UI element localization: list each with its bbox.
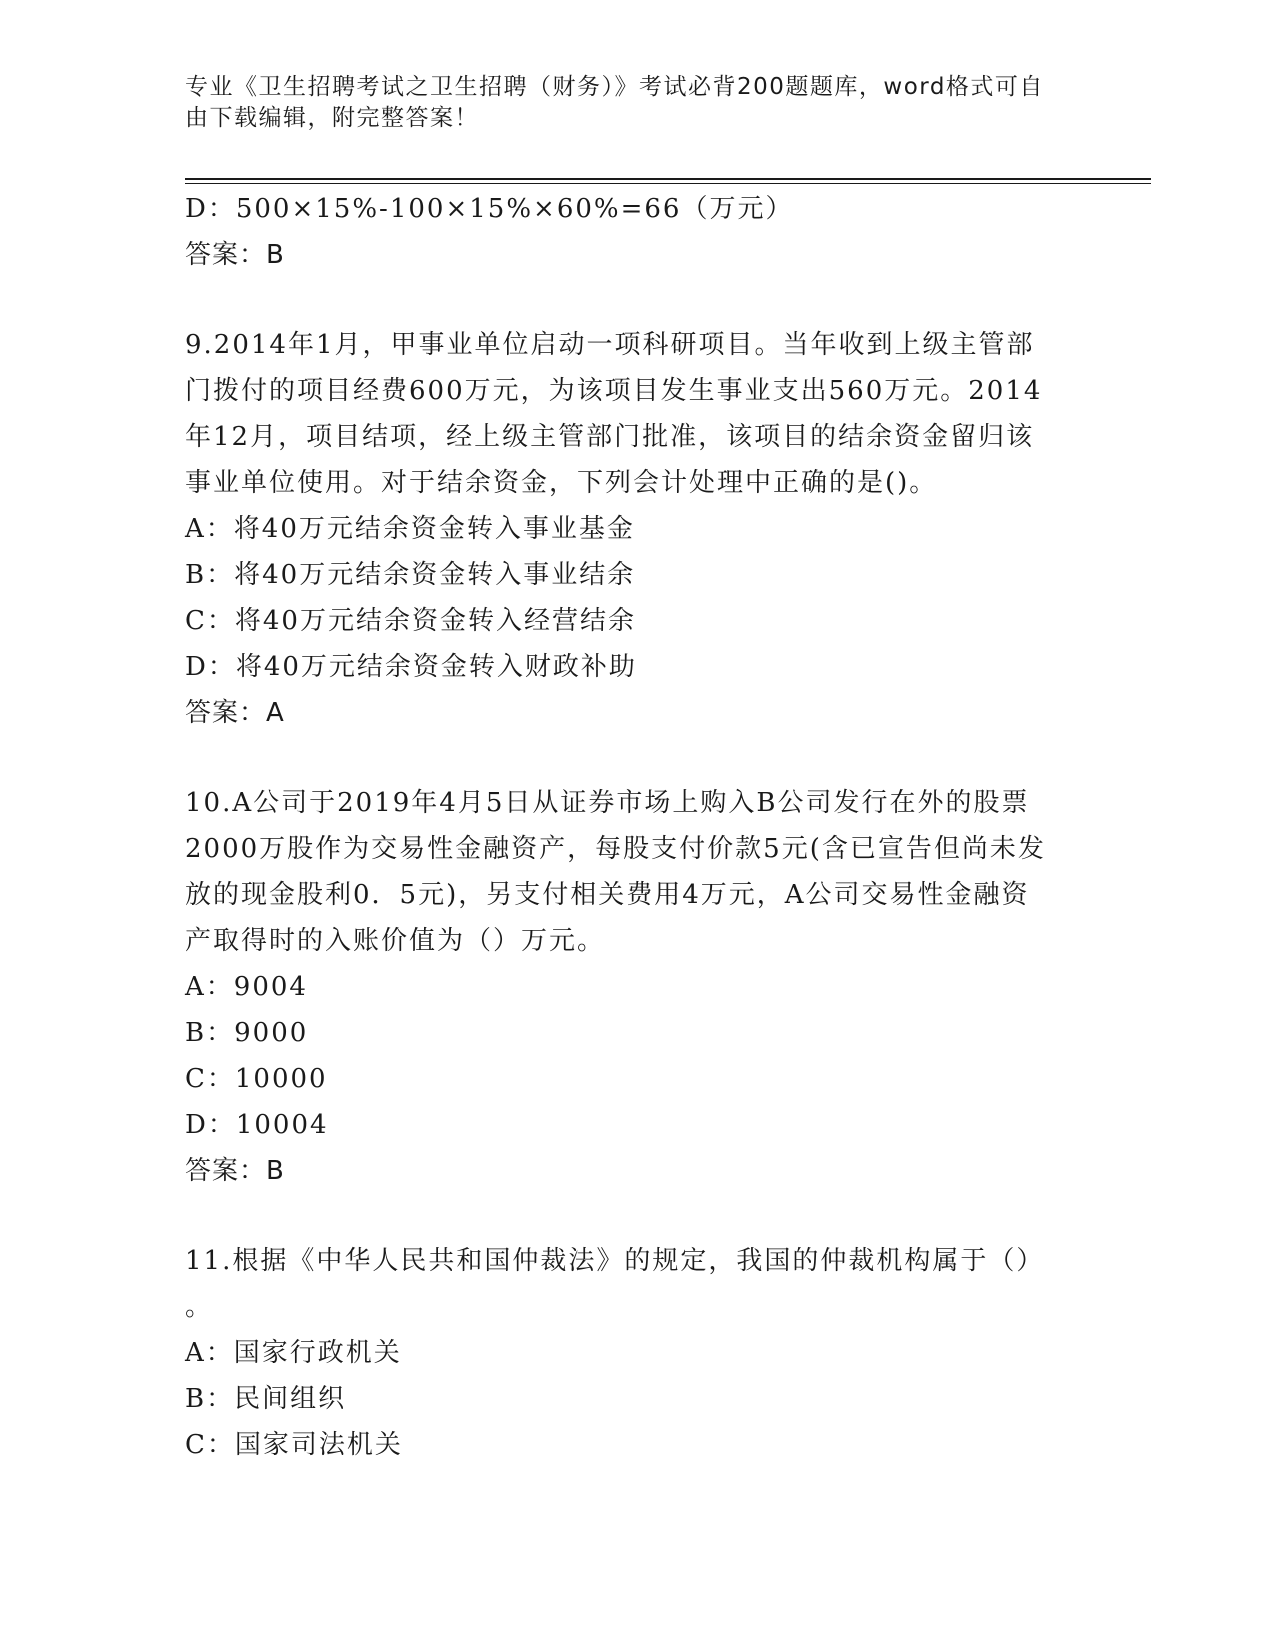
question-8-tail xyxy=(185,186,1085,278)
question-10-option-d: D：10004 xyxy=(185,1110,329,1140)
question-11-option-c: C：国家司法机关 xyxy=(185,1430,403,1460)
question-10-option-a: A：9004 xyxy=(185,972,308,1002)
question-8-answer: 答案：B xyxy=(185,240,285,270)
question-10-stem-line: 放的现金股利0．5元)，另支付相关费用4万元，A公司交易性金融资 xyxy=(185,880,1030,910)
page-header-title: 专业《卫生招聘考试之卫生招聘（财务）》考试必背200题题库，word格式可自由下载编辑，附完整答案！ xyxy=(185,74,1044,131)
question-9-stem-line: 门拨付的项目经费600万元，为该项目发生事业支出560万元。2014 xyxy=(185,376,1043,406)
question-10-stem-line: 10.A公司于2019年4月5日从证券市场上购入B公司发行在外的股票 xyxy=(185,788,1030,818)
question-10-answer: 答案：B xyxy=(185,1156,285,1186)
question-10-stem-line: 2000万股作为交易性金融资产，每股支付价款5元(含已宣告但尚未发 xyxy=(185,834,1046,864)
question-11-stem-line: 11.根据《中华人民共和国仲裁法》的规定，我国的仲裁机构属于（） xyxy=(185,1246,1045,1276)
question-spacer xyxy=(185,736,1085,780)
question-10-stem-line: 产取得时的入账价值为（）万元。 xyxy=(185,926,606,956)
question-11-option-b: B：民间组织 xyxy=(185,1384,347,1414)
question-spacer xyxy=(185,1194,1085,1238)
question-9-stem-line: 事业单位使用。对于结余资金，下列会计处理中正确的是()。 xyxy=(185,468,938,498)
document-body xyxy=(185,186,1085,1468)
question-9 xyxy=(185,322,1085,736)
question-8-option-d: D：500×15%-100×15%×60%=66（万元） xyxy=(185,194,794,224)
header-divider-thick xyxy=(185,178,1151,180)
question-9-option-d: D：将40万元结余资金转入财政补助 xyxy=(185,652,637,682)
question-9-option-a: A：将40万元结余资金转入事业基金 xyxy=(185,514,635,544)
question-9-answer: 答案：A xyxy=(185,698,285,728)
header-divider-thin xyxy=(185,183,1151,184)
question-9-stem-line: 9.2014年1月，甲事业单位启动一项科研项目。当年收到上级主管部 xyxy=(185,330,1035,360)
question-11-option-a: A：国家行政机关 xyxy=(185,1338,402,1368)
question-spacer xyxy=(185,278,1085,322)
question-9-stem-line: 年12月，项目结项，经上级主管部门批准，该项目的结余资金留归该 xyxy=(185,422,1035,452)
question-9-option-b: B：将40万元结余资金转入事业结余 xyxy=(185,560,636,590)
question-11 xyxy=(185,1238,1085,1468)
question-10 xyxy=(185,780,1085,1194)
question-9-option-c: C：将40万元结余资金转入经营结余 xyxy=(185,606,636,636)
question-11-stem-line: 。 xyxy=(185,1292,214,1322)
question-10-option-b: B：9000 xyxy=(185,1018,309,1048)
question-10-option-c: C：10000 xyxy=(185,1064,328,1094)
